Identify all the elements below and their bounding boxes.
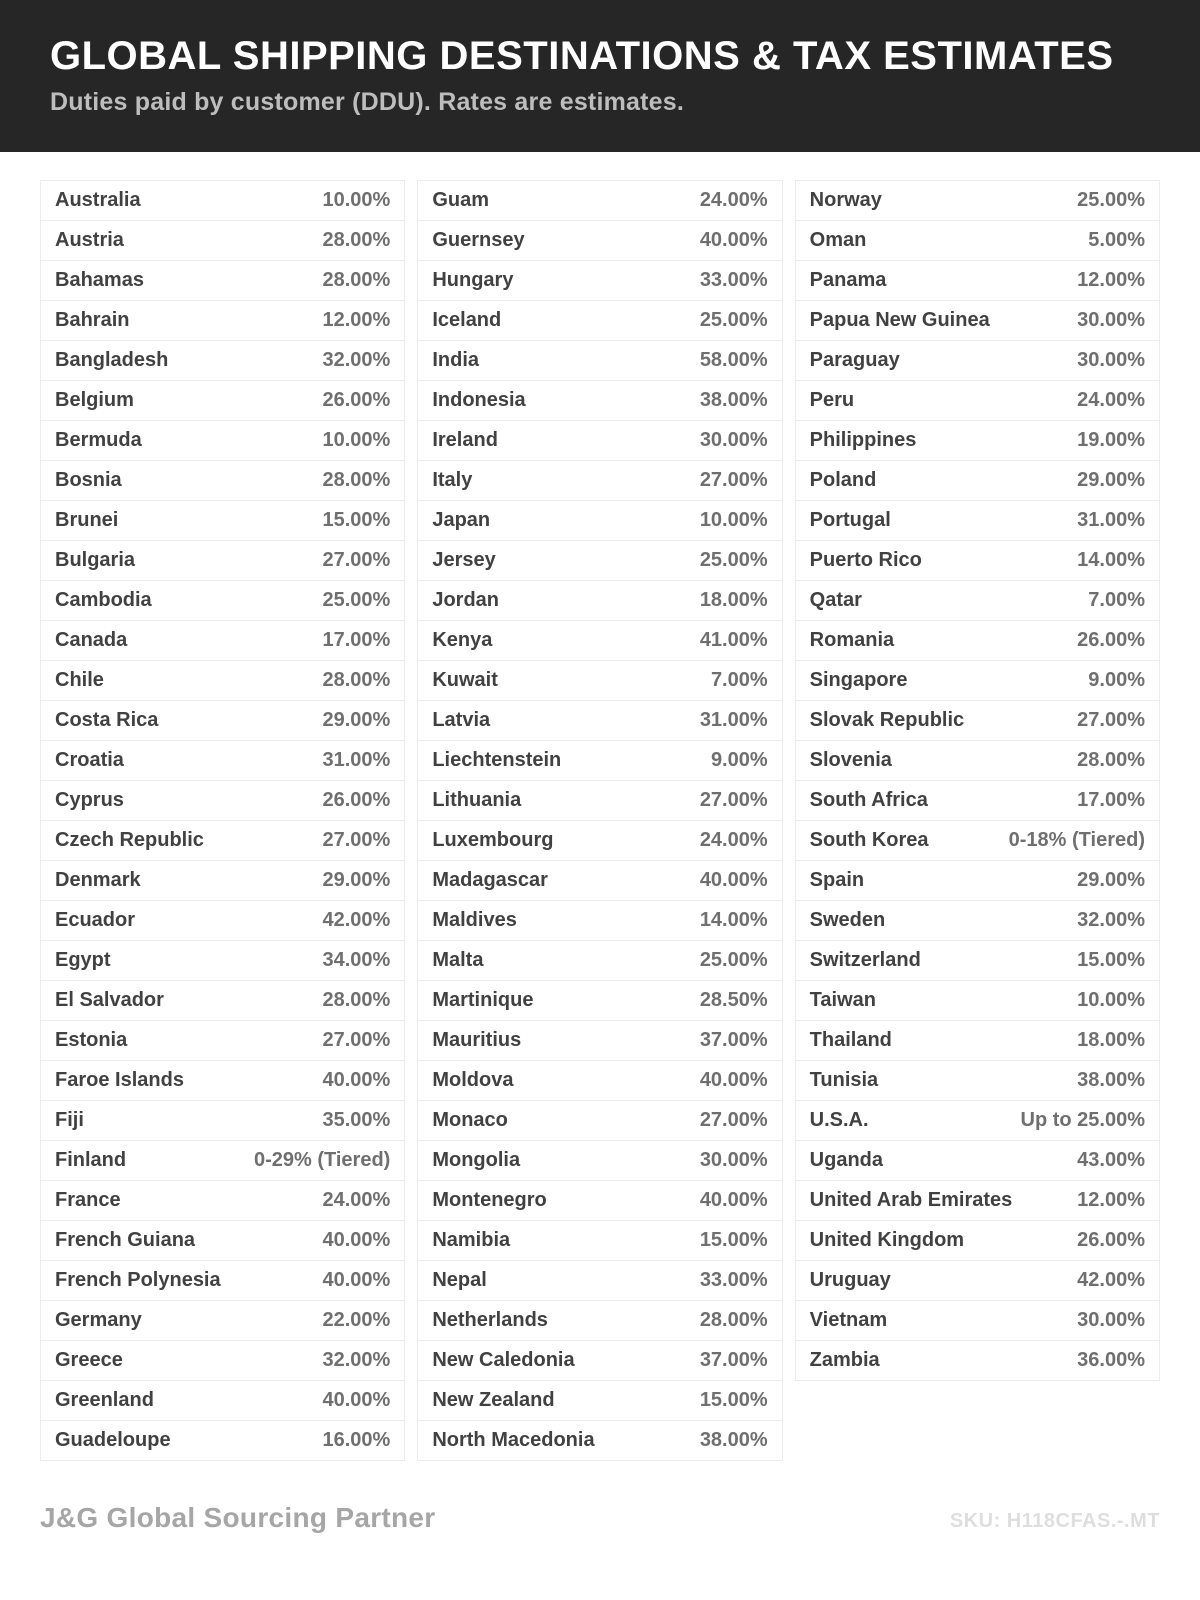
tax-rate: 42.00%	[322, 909, 391, 931]
table-row	[796, 1101, 1159, 1141]
table-row	[41, 861, 404, 901]
tax-rate: 15.00%	[699, 1389, 768, 1411]
tax-rate: 25.00%	[699, 549, 768, 571]
country-name: Peru	[809, 389, 855, 411]
country-name: Fiji	[55, 1109, 84, 1131]
tax-rate: 27.00%	[699, 469, 768, 491]
country-name: Romania	[809, 629, 895, 651]
tax-rate: 32.00%	[322, 349, 391, 371]
country-name: Martinique	[432, 989, 534, 1011]
tax-rate: 43.00%	[1077, 1149, 1145, 1171]
table-row	[41, 701, 404, 741]
tax-rate: 24.00%	[1077, 389, 1145, 411]
tax-rate: 30.00%	[1077, 1309, 1145, 1331]
tax-rate: 40.00%	[699, 869, 768, 891]
table-row	[796, 1061, 1159, 1101]
tax-rate: 25.00%	[1077, 189, 1145, 211]
table-row	[796, 901, 1159, 941]
tax-rate: 58.00%	[699, 349, 768, 371]
tax-rate: 27.00%	[699, 789, 768, 811]
table-row	[796, 1221, 1159, 1261]
tax-rate: 18.00%	[699, 589, 768, 611]
tax-rate: 10.00%	[1077, 989, 1145, 1011]
table-row	[796, 1301, 1159, 1341]
country-name: Guadeloupe	[55, 1429, 171, 1451]
table-row	[41, 381, 404, 421]
tax-rate: 38.00%	[699, 1429, 768, 1451]
tax-rate: 26.00%	[1077, 629, 1145, 651]
tax-rate: 32.00%	[322, 1349, 391, 1371]
table-row	[796, 181, 1159, 221]
table-row	[41, 821, 404, 861]
country-name: United Arab Emirates	[809, 1189, 1013, 1211]
table-row	[418, 1381, 781, 1421]
table-row	[796, 981, 1159, 1021]
tax-rate: 37.00%	[699, 1029, 768, 1051]
table-row	[41, 261, 404, 301]
country-name: Puerto Rico	[809, 549, 922, 571]
table-row	[418, 781, 781, 821]
table-row	[796, 941, 1159, 981]
country-name: Poland	[809, 469, 877, 491]
table-row	[418, 1101, 781, 1141]
tax-rate: 16.00%	[322, 1429, 391, 1451]
country-name: Iceland	[432, 309, 502, 331]
tax-rate: 31.00%	[699, 709, 768, 731]
country-name: Greece	[55, 1349, 123, 1371]
country-name: Luxembourg	[432, 829, 554, 851]
table-row	[418, 541, 781, 581]
table-row	[418, 1301, 781, 1341]
country-name: Oman	[809, 229, 867, 251]
country-name: South Africa	[809, 789, 928, 811]
country-name: Brunei	[55, 509, 119, 531]
page-header	[0, 0, 1200, 152]
tax-rate: 40.00%	[322, 1229, 391, 1251]
tax-rate: 27.00%	[699, 1109, 768, 1131]
country-name: Mauritius	[432, 1029, 522, 1051]
table-row	[418, 1021, 781, 1061]
table-row	[796, 301, 1159, 341]
table-row	[41, 981, 404, 1021]
tax-rate: 33.00%	[699, 269, 768, 291]
country-name: North Macedonia	[432, 1429, 595, 1451]
table-row	[418, 581, 781, 621]
tax-rate: 28.00%	[322, 229, 391, 251]
table-row	[796, 621, 1159, 661]
table-row	[41, 541, 404, 581]
country-name: Bosnia	[55, 469, 122, 491]
table-row	[41, 461, 404, 501]
table-row	[418, 701, 781, 741]
country-name: Ecuador	[55, 909, 136, 931]
country-name: French Polynesia	[55, 1269, 221, 1291]
country-name: Japan	[432, 509, 491, 531]
tax-rate: Up to 25.00%	[1020, 1109, 1145, 1131]
tax-rate: 7.00%	[710, 669, 768, 691]
tax-rate: 14.00%	[1077, 549, 1145, 571]
tax-rate: 27.00%	[322, 829, 391, 851]
country-name: Jordan	[432, 589, 500, 611]
table-row	[796, 261, 1159, 301]
table-row	[796, 381, 1159, 421]
country-name: Philippines	[809, 429, 917, 451]
tax-rate: 14.00%	[699, 909, 768, 931]
country-name: Bangladesh	[55, 349, 169, 371]
tax-column	[417, 180, 782, 1461]
country-name: Taiwan	[809, 989, 876, 1011]
tax-rate: 40.00%	[699, 1069, 768, 1091]
table-row	[41, 1421, 404, 1461]
tax-rate: 31.00%	[1077, 509, 1145, 531]
tax-rate: 5.00%	[1088, 229, 1145, 251]
table-row	[41, 1061, 404, 1101]
country-name: Uganda	[809, 1149, 883, 1171]
tax-rate: 28.00%	[322, 669, 391, 691]
tax-rate: 34.00%	[322, 949, 391, 971]
tax-rate: 10.00%	[322, 429, 391, 451]
tax-rate: 29.00%	[322, 869, 391, 891]
tax-rate: 29.00%	[322, 709, 391, 731]
country-name: Jersey	[432, 549, 496, 571]
country-name: Italy	[432, 469, 473, 491]
table-row	[418, 461, 781, 501]
country-name: Costa Rica	[55, 709, 159, 731]
country-name: Uruguay	[809, 1269, 891, 1291]
tax-rate: 15.00%	[322, 509, 391, 531]
table-row	[418, 1181, 781, 1221]
country-name: Kenya	[432, 629, 493, 651]
country-name: Czech Republic	[55, 829, 204, 851]
tax-rate: 30.00%	[1077, 309, 1145, 331]
tax-rate: 12.00%	[1077, 269, 1145, 291]
table-row	[41, 1181, 404, 1221]
tax-rate: 42.00%	[1077, 1269, 1145, 1291]
country-name: Bermuda	[55, 429, 142, 451]
country-name: Greenland	[55, 1389, 154, 1411]
tax-rate: 40.00%	[322, 1069, 391, 1091]
tax-rate: 28.50%	[699, 989, 768, 1011]
country-name: Moldova	[432, 1069, 514, 1091]
tax-rate: 40.00%	[699, 1189, 768, 1211]
table-row	[796, 461, 1159, 501]
table-row	[41, 621, 404, 661]
tax-rate: 27.00%	[322, 1029, 391, 1051]
table-row	[41, 301, 404, 341]
country-name: Cyprus	[55, 789, 124, 811]
table-row	[796, 1181, 1159, 1221]
tax-rate: 24.00%	[322, 1189, 391, 1211]
country-name: Egypt	[55, 949, 111, 971]
country-name: Singapore	[809, 669, 908, 691]
tax-rate: 27.00%	[1077, 709, 1145, 731]
table-row	[418, 1421, 781, 1461]
country-name: Bulgaria	[55, 549, 136, 571]
table-row	[418, 861, 781, 901]
table-row	[796, 781, 1159, 821]
country-name: Guernsey	[432, 229, 525, 251]
tax-rate: 26.00%	[1077, 1229, 1145, 1251]
tax-rate: 24.00%	[699, 189, 768, 211]
table-row	[418, 981, 781, 1021]
country-name: New Zealand	[432, 1389, 555, 1411]
table-row	[796, 341, 1159, 381]
tax-rate: 28.00%	[322, 269, 391, 291]
sku-label: SKU: H118CFAS.-.MT	[949, 1510, 1160, 1532]
country-name: Qatar	[809, 589, 862, 611]
table-row	[41, 1261, 404, 1301]
country-name: Canada	[55, 629, 128, 651]
table-row	[418, 1261, 781, 1301]
tax-rate: 31.00%	[322, 749, 391, 771]
tax-rate: 29.00%	[1077, 869, 1145, 891]
country-name: New Caledonia	[432, 1349, 575, 1371]
tax-rate: 38.00%	[699, 389, 768, 411]
country-name: Vietnam	[809, 1309, 888, 1331]
country-name: Maldives	[432, 909, 517, 931]
tax-rate: 30.00%	[699, 1149, 768, 1171]
table-row	[41, 221, 404, 261]
table-row	[418, 421, 781, 461]
table-row	[41, 1021, 404, 1061]
country-name: Croatia	[55, 749, 124, 771]
tax-rate: 28.00%	[699, 1309, 768, 1331]
table-row	[418, 261, 781, 301]
table-row	[796, 1341, 1159, 1381]
table-row	[796, 741, 1159, 781]
tax-rate: 26.00%	[322, 389, 391, 411]
country-name: Namibia	[432, 1229, 511, 1251]
table-row	[41, 421, 404, 461]
tax-rate: 30.00%	[1077, 349, 1145, 371]
tax-rate: 32.00%	[1077, 909, 1145, 931]
country-name: Finland	[55, 1149, 127, 1171]
country-name: United Kingdom	[809, 1229, 965, 1251]
country-name: Kuwait	[432, 669, 498, 691]
country-name: Sweden	[809, 909, 886, 931]
page-subtitle: Duties paid by customer (DDU). Rates are estimates.	[50, 88, 685, 116]
tax-rate: 25.00%	[699, 949, 768, 971]
table-row	[796, 541, 1159, 581]
table-row	[796, 581, 1159, 621]
country-name: Indonesia	[432, 389, 526, 411]
country-name: Bahrain	[55, 309, 130, 331]
country-name: Mongolia	[432, 1149, 521, 1171]
country-name: Austria	[55, 229, 124, 251]
tax-rate: 41.00%	[699, 629, 768, 651]
country-name: Estonia	[55, 1029, 128, 1051]
country-name: Germany	[55, 1309, 142, 1331]
country-name: Faroe Islands	[55, 1069, 184, 1091]
country-name: South Korea	[809, 829, 929, 851]
country-name: Malta	[432, 949, 484, 971]
country-name: Liechtenstein	[432, 749, 562, 771]
tax-table	[0, 180, 1200, 1461]
country-name: Slovenia	[809, 749, 892, 771]
table-row	[418, 301, 781, 341]
tax-rate: 28.00%	[322, 989, 391, 1011]
brand-name: J&G Global Sourcing Partner	[40, 1502, 436, 1533]
table-row	[41, 901, 404, 941]
table-row	[418, 1141, 781, 1181]
tax-rate: 9.00%	[1088, 669, 1145, 691]
country-name: Zambia	[809, 1349, 880, 1371]
table-row	[41, 1381, 404, 1421]
country-name: Madagascar	[432, 869, 548, 891]
country-name: Belgium	[55, 389, 134, 411]
table-row	[41, 661, 404, 701]
tax-rate: 9.00%	[710, 749, 768, 771]
country-name: Monaco	[432, 1109, 508, 1131]
tax-rate: 40.00%	[699, 229, 768, 251]
table-row	[418, 221, 781, 261]
table-row	[796, 701, 1159, 741]
tax-rate: 22.00%	[322, 1309, 391, 1331]
table-row	[796, 661, 1159, 701]
tax-rate: 29.00%	[1077, 469, 1145, 491]
tax-rate: 17.00%	[322, 629, 391, 651]
country-name: U.S.A.	[809, 1109, 869, 1131]
table-row	[41, 341, 404, 381]
table-row	[418, 341, 781, 381]
table-row	[796, 861, 1159, 901]
tax-column	[40, 180, 405, 1461]
table-row	[41, 501, 404, 541]
country-name: Thailand	[809, 1029, 892, 1051]
country-name: Ireland	[432, 429, 498, 451]
table-row	[796, 1141, 1159, 1181]
table-row	[418, 661, 781, 701]
table-row	[418, 821, 781, 861]
country-name: India	[432, 349, 479, 371]
tax-rate: 0-29% (Tiered)	[253, 1149, 391, 1171]
tax-rate: 36.00%	[1077, 1349, 1145, 1371]
table-row	[41, 1221, 404, 1261]
country-name: Guam	[432, 189, 490, 211]
country-name: Slovak Republic	[809, 709, 965, 731]
country-name: Switzerland	[809, 949, 921, 971]
table-row	[41, 1141, 404, 1181]
country-name: French Guiana	[55, 1229, 196, 1251]
table-row	[418, 1341, 781, 1381]
tax-rate: 12.00%	[1077, 1189, 1145, 1211]
table-row	[41, 1301, 404, 1341]
table-row	[41, 941, 404, 981]
table-row	[41, 1101, 404, 1141]
country-name: Nepal	[432, 1269, 487, 1291]
tax-rate: 40.00%	[322, 1269, 391, 1291]
country-name: France	[55, 1189, 121, 1211]
table-row	[796, 421, 1159, 461]
table-row	[418, 741, 781, 781]
tax-rate: 33.00%	[699, 1269, 768, 1291]
tax-rate: 25.00%	[699, 309, 768, 331]
tax-rate: 38.00%	[1077, 1069, 1145, 1091]
table-row	[418, 181, 781, 221]
country-name: Cambodia	[55, 589, 152, 611]
tax-rate: 10.00%	[322, 189, 391, 211]
country-name: Spain	[809, 869, 865, 891]
country-name: Tunisia	[809, 1069, 879, 1091]
country-name: Lithuania	[432, 789, 522, 811]
tax-rate: 17.00%	[1077, 789, 1145, 811]
table-row	[41, 181, 404, 221]
page-footer	[40, 1502, 1160, 1534]
country-name: Norway	[809, 189, 882, 211]
tax-rate: 7.00%	[1088, 589, 1145, 611]
tax-rate: 30.00%	[699, 429, 768, 451]
country-name: Papua New Guinea	[809, 309, 990, 331]
tax-rate: 15.00%	[699, 1229, 768, 1251]
country-name: Montenegro	[432, 1189, 547, 1211]
tax-column	[795, 180, 1160, 1381]
table-row	[418, 901, 781, 941]
tax-rate: 19.00%	[1077, 429, 1145, 451]
table-row	[41, 581, 404, 621]
table-row	[796, 821, 1159, 861]
tax-rate: 15.00%	[1077, 949, 1145, 971]
table-row	[796, 221, 1159, 261]
table-row	[796, 501, 1159, 541]
tax-rate: 26.00%	[322, 789, 391, 811]
table-row	[796, 1021, 1159, 1061]
table-row	[418, 501, 781, 541]
tax-rate: 37.00%	[699, 1349, 768, 1371]
country-name: Netherlands	[432, 1309, 548, 1331]
tax-rate: 18.00%	[1077, 1029, 1145, 1051]
tax-rate: 10.00%	[699, 509, 768, 531]
tax-rate: 27.00%	[322, 549, 391, 571]
country-name: Portugal	[809, 509, 891, 531]
tax-rate: 40.00%	[322, 1389, 391, 1411]
country-name: Paraguay	[809, 349, 900, 371]
page-title: GLOBAL SHIPPING DESTINATIONS & TAX ESTIMATES	[50, 34, 1114, 78]
table-row	[418, 1221, 781, 1261]
country-name: El Salvador	[55, 989, 164, 1011]
country-name: Bahamas	[55, 269, 144, 291]
table-row	[418, 621, 781, 661]
table-row	[418, 381, 781, 421]
country-name: Chile	[55, 669, 104, 691]
table-row	[41, 1341, 404, 1381]
tax-rate: 24.00%	[699, 829, 768, 851]
country-name: Australia	[55, 189, 141, 211]
table-row	[41, 741, 404, 781]
tax-rate: 25.00%	[322, 589, 391, 611]
table-row	[418, 941, 781, 981]
country-name: Latvia	[432, 709, 491, 731]
tax-rate: 35.00%	[322, 1109, 391, 1131]
table-row	[796, 1261, 1159, 1301]
tax-rate: 12.00%	[322, 309, 391, 331]
table-row	[418, 1061, 781, 1101]
country-name: Hungary	[432, 269, 514, 291]
table-row	[41, 781, 404, 821]
tax-rate: 0-18% (Tiered)	[1008, 829, 1145, 851]
tax-rate: 28.00%	[1077, 749, 1145, 771]
country-name: Panama	[809, 269, 887, 291]
country-name: Denmark	[55, 869, 141, 891]
tax-rate: 28.00%	[322, 469, 391, 491]
